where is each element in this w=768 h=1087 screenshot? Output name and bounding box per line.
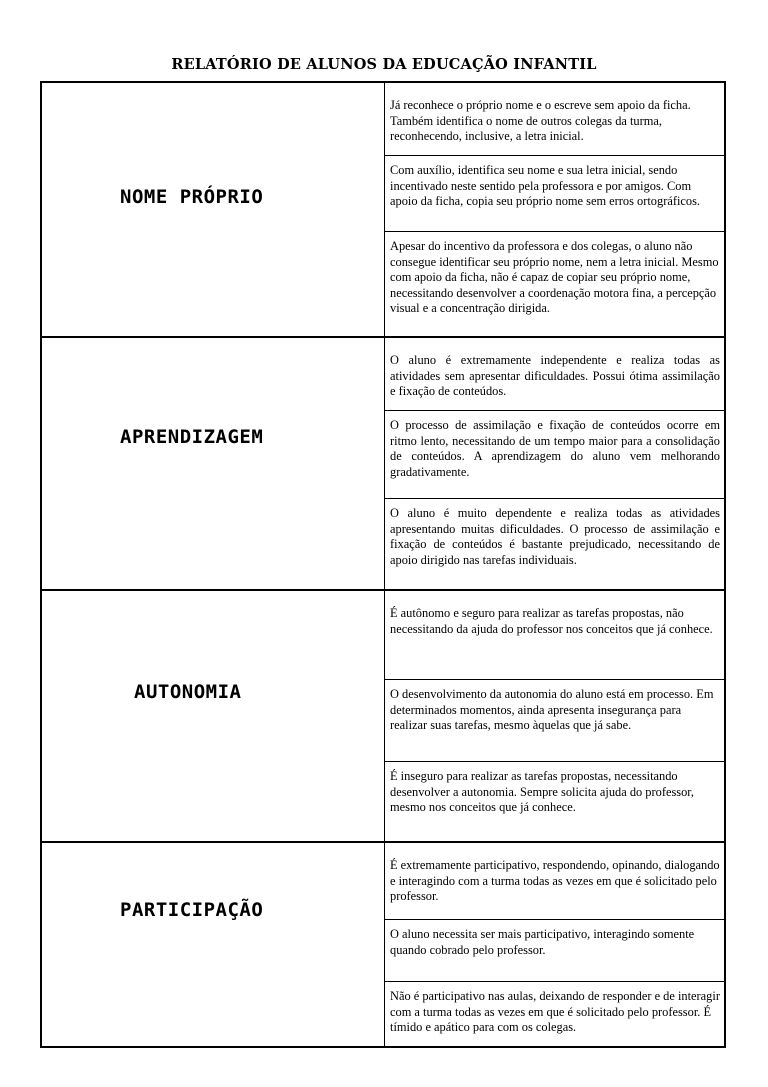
section-label-cell [42, 338, 385, 591]
description-cell: O aluno é extremamente independente e realiza todas as atividades sem apresentar dificuldades. Possui ótima assimilação e fixação de conteúdos. [390, 353, 720, 399]
section-participacao [42, 841, 724, 1048]
section-autonomia [42, 589, 724, 843]
section-label: NOME PRÓPRIO [120, 186, 264, 208]
section-aprendizagem [42, 336, 724, 591]
report-table [40, 81, 726, 1048]
description-cell: Com auxílio, identifica seu nome e sua letra inicial, sendo incentivado neste sentido pela professora e por amigos. Com apoio da ficha, copia seu próprio nome sem erros ortográficos. [385, 155, 724, 231]
section-label-cell [42, 591, 385, 843]
section-label-cell [42, 843, 385, 1048]
description-cell: O aluno necessita ser mais participativo, interagindo somente quando cobrado pelo professor. [385, 919, 724, 981]
description-cell: É autônomo e seguro para realizar as tarefas propostas, não necessitando da ajuda do professor nos conceitos que já conhece. [390, 606, 713, 636]
description-cell: O processo de assimilação e fixação de conteúdos ocorre em ritmo lento, necessitando de um tempo maior para a consolidação de conteúdos. A aprendizagem do aluno vem melhorando gradativamente. [385, 410, 724, 498]
description-cell: É extremamente participativo, respondendo, opinando, dialogando e interagindo com a turma todas as vezes em que é solicitado pelo professor. [390, 858, 720, 904]
page-title: RELATÓRIO DE ALUNOS DA EDUCAÇÃO INFANTIL [171, 56, 597, 73]
section-label: AUTONOMIA [134, 681, 242, 703]
section-nome-proprio [42, 83, 724, 336]
description-cell: Apesar do incentivo da professora e dos colegas, o aluno não consegue identificar seu próprio nome, nem a letra inicial. Mesmo com apoio da ficha, não é capaz de copiar seu próprio nome, necessitando desenvolver a coordenação motora fina, a percepção visual e a concentração dirigida. [385, 231, 724, 336]
description-cell: O desenvolvimento da autonomia do aluno está em processo. Em determinados momentos, ainda apresenta insegurança para realizar suas tarefas, mesmo àquelas que já sabe. [385, 679, 724, 761]
description-cell: Não é participativo nas aulas, deixando de responder e de interagir com a turma todas as vezes em que é solicitado pelo professor. É tímido e apático para com os colegas. [385, 981, 724, 1048]
description-cell: Já reconhece o próprio nome e o escreve sem apoio da ficha. Também identifica o nome de outros colegas da turma, reconhecendo, inclusive, a letra inicial. [390, 98, 691, 144]
description-cell: É inseguro para realizar as tarefas propostas, necessitando desenvolver a autonomia. Sempre solicita ajuda do professor, mesmo nos conceitos que já conhece. [385, 761, 724, 843]
section-label: PARTICIPAÇÃO [120, 899, 264, 921]
section-label-cell [42, 83, 385, 336]
description-cell: O aluno é muito dependente e realiza todas as atividades apresentando muitas dificuldades. O processo de assimilação e fixação de conteúdos é bastante prejudicado, necessitando de apoio dirigido nas tarefas individuais. [385, 498, 724, 591]
section-label: APRENDIZAGEM [120, 426, 264, 448]
